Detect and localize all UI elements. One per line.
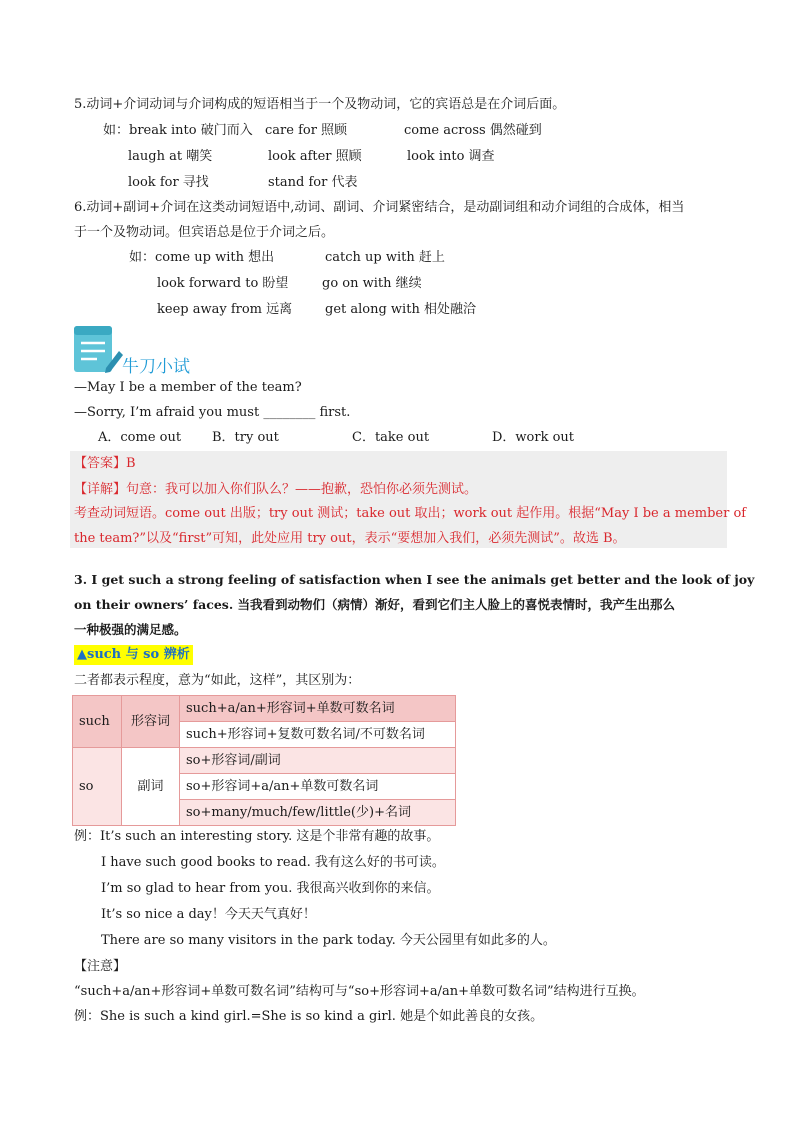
such-so-heading: ▲such 与 so 辨析 bbox=[74, 645, 193, 665]
section6-line1: 6.动词+副词+介词在这类动词短语中,动词、副词、介词紧密结合，是动副词组和动介词组的合成体，相当 bbox=[74, 200, 685, 215]
table-such-word: such bbox=[73, 696, 122, 748]
table-so-form-2: so+形容词+a/an+单数可数名词 bbox=[180, 774, 456, 800]
explanation-line-2: 考查动词短语。come out 出版；try out 测试；take out 取出；work out 起作用。根据“May I be a member of bbox=[74, 506, 747, 521]
option-a: A．come out bbox=[98, 430, 182, 445]
phrase-break-into: 如：break into 破门而入 bbox=[103, 123, 253, 138]
table-such-pos: 形容词 bbox=[122, 696, 180, 748]
example-1: 例：It’s such an interesting story. 这是个非常有趣的故事。 bbox=[74, 829, 440, 844]
question-line-2: —Sorry, I’m afraid you must ________ first. bbox=[74, 405, 351, 420]
example-5: There are so many visitors in the park today. 今天公园里有如此多的人。 bbox=[101, 933, 556, 948]
table-so-form-1: so+形容词/副词 bbox=[180, 748, 456, 774]
question-line-1: —May I be a member of the team? bbox=[74, 380, 302, 395]
phrase-look-after: look after 照顾 bbox=[268, 149, 362, 164]
explanation-line-3: the team?”以及“first”可知，此处应用 try out，表示“要想加入我们，必须先测试”。故选 B。 bbox=[74, 531, 626, 546]
table-such-form-2: such+形容词+复数可数名词/不可数名词 bbox=[180, 722, 456, 748]
phrase-come-up-with: 如：come up with 想出 bbox=[129, 250, 275, 265]
sentence3-line3: 一种极强的满足感。 bbox=[74, 622, 187, 637]
table-so-word: so bbox=[73, 748, 122, 826]
phrase-keep-away-from: keep away from 远离 bbox=[157, 302, 293, 317]
phrase-stand-for: stand for 代表 bbox=[268, 175, 358, 190]
section5-title: 5.动词+介词动词与介词构成的短语相当于一个及物动词，它的宾语总是在介词后面。 bbox=[74, 97, 566, 112]
such-so-table bbox=[72, 695, 456, 826]
notepad-pencil-icon bbox=[72, 324, 124, 376]
table-such-form-1: such+a/an+形容词+单数可数名词 bbox=[180, 696, 456, 722]
table-so-form-3: so+many/much/few/little(少)+名词 bbox=[180, 800, 456, 826]
phrase-go-on-with: go on with 继续 bbox=[322, 276, 422, 291]
phrase-look-into: look into 调查 bbox=[407, 149, 495, 164]
practice-badge-title: 牛刀小试 bbox=[122, 357, 190, 377]
example-4: It’s so nice a day！今天天气真好！ bbox=[101, 907, 316, 922]
phrase-look-for: look for 寻找 bbox=[128, 175, 209, 190]
sentence3-line2: on their owners’ faces. 当我看到动物们（病情）渐好，看到它们主人脸上的喜悦表情时，我产生出那么 bbox=[74, 597, 676, 612]
table-so-pos: 副词 bbox=[122, 748, 180, 826]
example-3: I’m so glad to hear from you. 我很高兴收到你的来信。 bbox=[101, 881, 440, 896]
phrase-care-for: care for 照顾 bbox=[265, 123, 348, 138]
phrase-laugh-at: laugh at 嘲笑 bbox=[128, 149, 213, 164]
phrase-get-along-with: get along with 相处融洽 bbox=[325, 302, 476, 317]
option-b: B．try out bbox=[212, 430, 279, 445]
example-2: I have such good books to read. 我有这么好的书可读。 bbox=[101, 855, 445, 870]
note-title: 【注意】 bbox=[74, 959, 127, 974]
phrase-catch-up-with: catch up with 赶上 bbox=[325, 250, 445, 265]
note-example: 例：She is such a kind girl.=She is so kind a girl. 她是个如此善良的女孩。 bbox=[74, 1009, 544, 1024]
explanation-line-1: 【详解】句意：我可以加入你们队么？——抱歉，恐怕你必须先测试。 bbox=[74, 482, 478, 497]
note-text: “such+a/an+形容词+单数可数名词”结构可与“so+形容词+a/an+单数可数名词”结构进行互换。 bbox=[74, 984, 645, 999]
sentence3-line1: 3. I get such a strong feeling of satisfaction when I see the animals get better and the look of joy bbox=[74, 572, 755, 587]
option-d: D．work out bbox=[492, 430, 575, 445]
analysis-intro: 二者都表示程度，意为“如此，这样”，其区别为： bbox=[74, 673, 361, 688]
phrase-come-across: come across 偶然碰到 bbox=[404, 123, 542, 138]
phrase-look-forward-to: look forward to 盼望 bbox=[157, 276, 289, 291]
answer-line: 【答案】B bbox=[74, 456, 136, 471]
section6-line2: 于一个及物动词。但宾语总是位于介词之后。 bbox=[74, 225, 335, 240]
option-c: C．take out bbox=[352, 430, 430, 445]
